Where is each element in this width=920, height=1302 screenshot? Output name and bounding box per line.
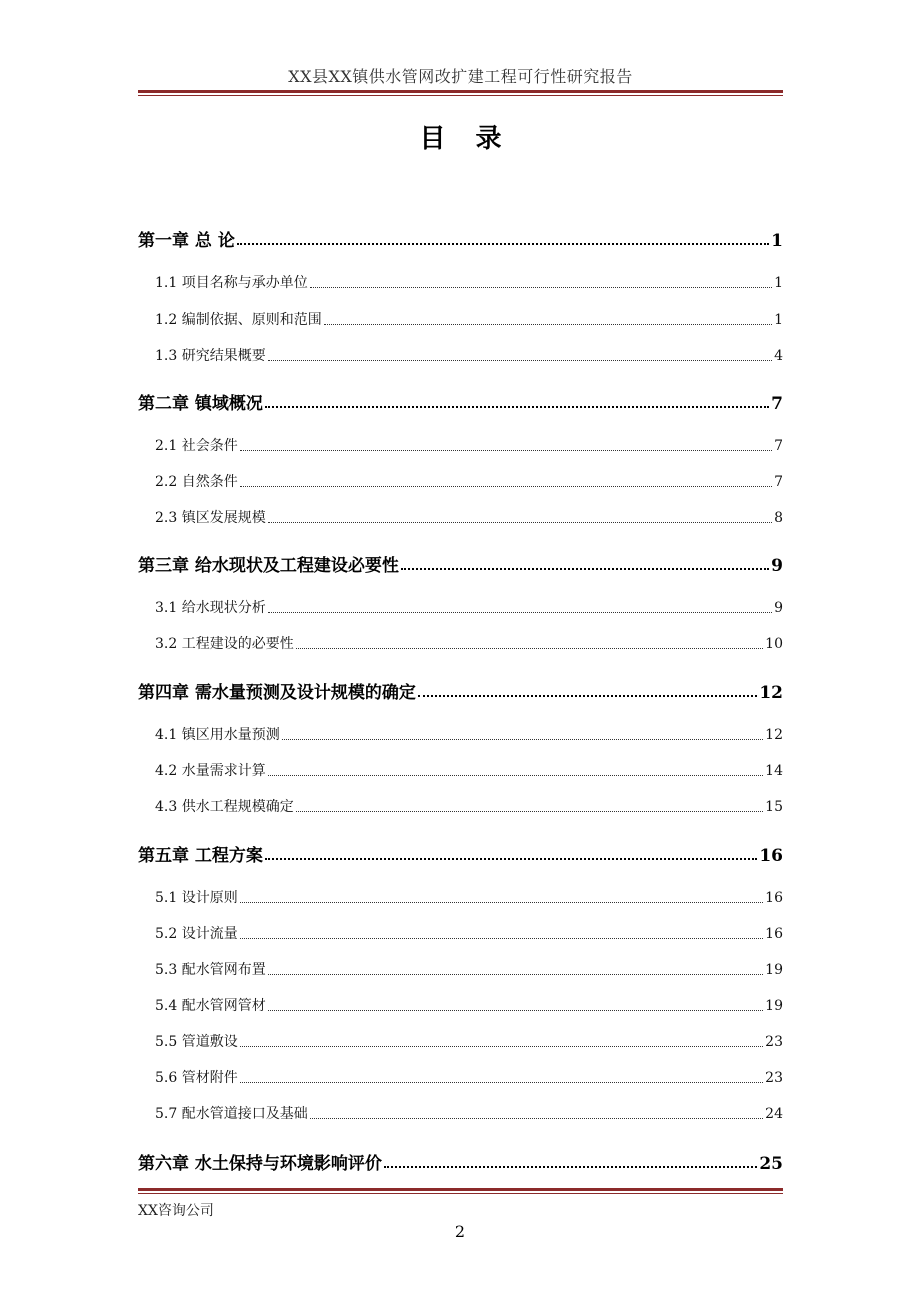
toc-section-4-1[interactable]	[155, 724, 783, 744]
toc-entry-page: 16	[759, 846, 783, 866]
dot-leader	[324, 324, 772, 325]
toc-section-2-2[interactable]	[155, 471, 783, 491]
toc-section-2-1[interactable]	[155, 435, 783, 455]
toc-entry-page: 16	[765, 926, 783, 942]
toc-section-5-4[interactable]	[155, 995, 783, 1015]
toc-entry-label: 4.2 水量需求计算	[155, 763, 266, 779]
dot-leader	[265, 858, 757, 860]
dot-leader	[310, 1118, 763, 1119]
toc-section-1-1[interactable]	[155, 272, 783, 292]
dot-leader	[265, 406, 769, 408]
toc-entry-label: 第五章 工程方案	[138, 846, 263, 866]
dot-leader	[240, 450, 772, 451]
toc-entry-page: 10	[765, 636, 783, 652]
toc-chapter-6[interactable]	[138, 1149, 783, 1174]
dot-leader	[418, 695, 757, 697]
toc-entry-label: 4.1 镇区用水量预测	[155, 727, 280, 743]
toc-section-1-2[interactable]	[155, 309, 783, 329]
toc-section-3-2[interactable]	[155, 633, 783, 653]
toc-entry-label: 第一章 总 论	[138, 231, 235, 251]
toc-entry-page: 15	[765, 799, 783, 815]
toc-entry-page: 14	[765, 763, 783, 779]
toc-entry-label: 2.1 社会条件	[155, 438, 238, 454]
dot-leader	[237, 243, 769, 245]
toc-entry-page: 1	[771, 231, 783, 251]
toc-entry-label: 5.2 设计流量	[155, 926, 238, 942]
toc-entry-label: 2.3 镇区发展规模	[155, 510, 266, 526]
footer-rule-thin	[138, 1193, 783, 1194]
toc-entry-label: 3.1 给水现状分析	[155, 600, 266, 616]
toc-chapter-1[interactable]	[138, 226, 783, 251]
toc-entry-page: 24	[765, 1106, 783, 1122]
toc-section-4-2[interactable]	[155, 760, 783, 780]
header-rule	[138, 90, 783, 93]
toc-entry-label: 2.2 自然条件	[155, 474, 238, 490]
toc-section-5-6[interactable]	[155, 1067, 783, 1087]
header-title: XX县XX镇供水管网改扩建工程可行性研究报告	[288, 67, 633, 86]
dot-leader	[310, 287, 772, 288]
page-number: 2	[454, 1222, 466, 1241]
toc-entry-page: 12	[765, 727, 783, 743]
toc-section-4-3[interactable]	[155, 796, 783, 816]
toc-chapter-5[interactable]	[138, 841, 783, 866]
toc-entry-page: 1	[774, 275, 783, 291]
toc-chapter-3[interactable]	[138, 551, 783, 576]
dot-leader	[268, 360, 772, 361]
toc-entry-page: 7	[774, 438, 783, 454]
dot-leader	[240, 486, 772, 487]
toc-entry-page: 16	[765, 890, 783, 906]
toc-entry-page: 7	[774, 474, 783, 490]
toc-section-5-3[interactable]	[155, 959, 783, 979]
toc-section-5-7[interactable]	[155, 1103, 783, 1123]
dot-leader	[268, 775, 763, 776]
dot-leader	[268, 612, 772, 613]
dot-leader	[282, 739, 763, 740]
header-rule-thin	[138, 95, 783, 96]
toc-entry-label: 5.3 配水管网布置	[155, 962, 266, 978]
dot-leader	[240, 1082, 763, 1083]
footer-company: XX咨询公司	[138, 1203, 214, 1219]
toc-entry-page: 19	[765, 998, 783, 1014]
toc-entry-label: 4.3 供水工程规模确定	[155, 799, 294, 815]
dot-leader	[296, 811, 763, 812]
toc-entry-label: 3.2 工程建设的必要性	[155, 636, 294, 652]
toc-entry-label: 1.2 编制依据、原则和范围	[155, 312, 322, 328]
dot-leader	[296, 648, 763, 649]
toc-entry-label: 第三章 给水现状及工程建设必要性	[138, 556, 399, 576]
dot-leader	[240, 938, 763, 939]
toc-chapter-4[interactable]	[138, 678, 783, 703]
toc-section-1-3[interactable]	[155, 345, 783, 365]
toc-entry-label: 1.1 项目名称与承办单位	[155, 275, 308, 291]
toc-entry-label: 5.6 管材附件	[155, 1070, 238, 1086]
dot-leader	[401, 568, 769, 570]
toc-entry-label: 第六章 水土保持与环境影响评价	[138, 1154, 382, 1174]
toc-entry-page: 4	[774, 348, 783, 364]
toc-chapter-2[interactable]	[138, 389, 783, 414]
toc-entry-page: 23	[765, 1070, 783, 1086]
toc-entry-label: 5.4 配水管网管材	[155, 998, 266, 1014]
toc-section-5-5[interactable]	[155, 1031, 783, 1051]
toc-section-2-3[interactable]	[155, 507, 783, 527]
dot-leader	[240, 902, 763, 903]
toc-entry-page: 25	[759, 1154, 783, 1174]
toc-entry-page: 19	[765, 962, 783, 978]
toc-entry-page: 9	[771, 556, 783, 576]
dot-leader	[240, 1046, 763, 1047]
toc-entry-label: 第二章 镇域概况	[138, 394, 263, 414]
toc-entry-label: 5.5 管道敷设	[155, 1034, 238, 1050]
footer-rule	[138, 1188, 783, 1191]
dot-leader	[268, 1010, 763, 1011]
toc-heading: 目录	[419, 124, 532, 154]
toc-entry-label: 第四章 需水量预测及设计规模的确定	[138, 683, 416, 703]
toc-entry-label: 5.1 设计原则	[155, 890, 238, 906]
toc-entry-page: 8	[774, 510, 783, 526]
dot-leader	[384, 1166, 757, 1168]
toc-entry-label: 1.3 研究结果概要	[155, 348, 266, 364]
toc-section-5-1[interactable]	[155, 887, 783, 907]
toc-entry-page: 7	[771, 394, 783, 414]
toc-section-3-1[interactable]	[155, 597, 783, 617]
toc-entry-page: 9	[774, 600, 783, 616]
toc-entry-label: 5.7 配水管道接口及基础	[155, 1106, 308, 1122]
toc-entry-page: 1	[774, 312, 783, 328]
dot-leader	[268, 522, 772, 523]
toc-section-5-2[interactable]	[155, 923, 783, 943]
toc-entry-page: 23	[765, 1034, 783, 1050]
dot-leader	[268, 974, 763, 975]
toc-entry-page: 12	[759, 683, 783, 703]
